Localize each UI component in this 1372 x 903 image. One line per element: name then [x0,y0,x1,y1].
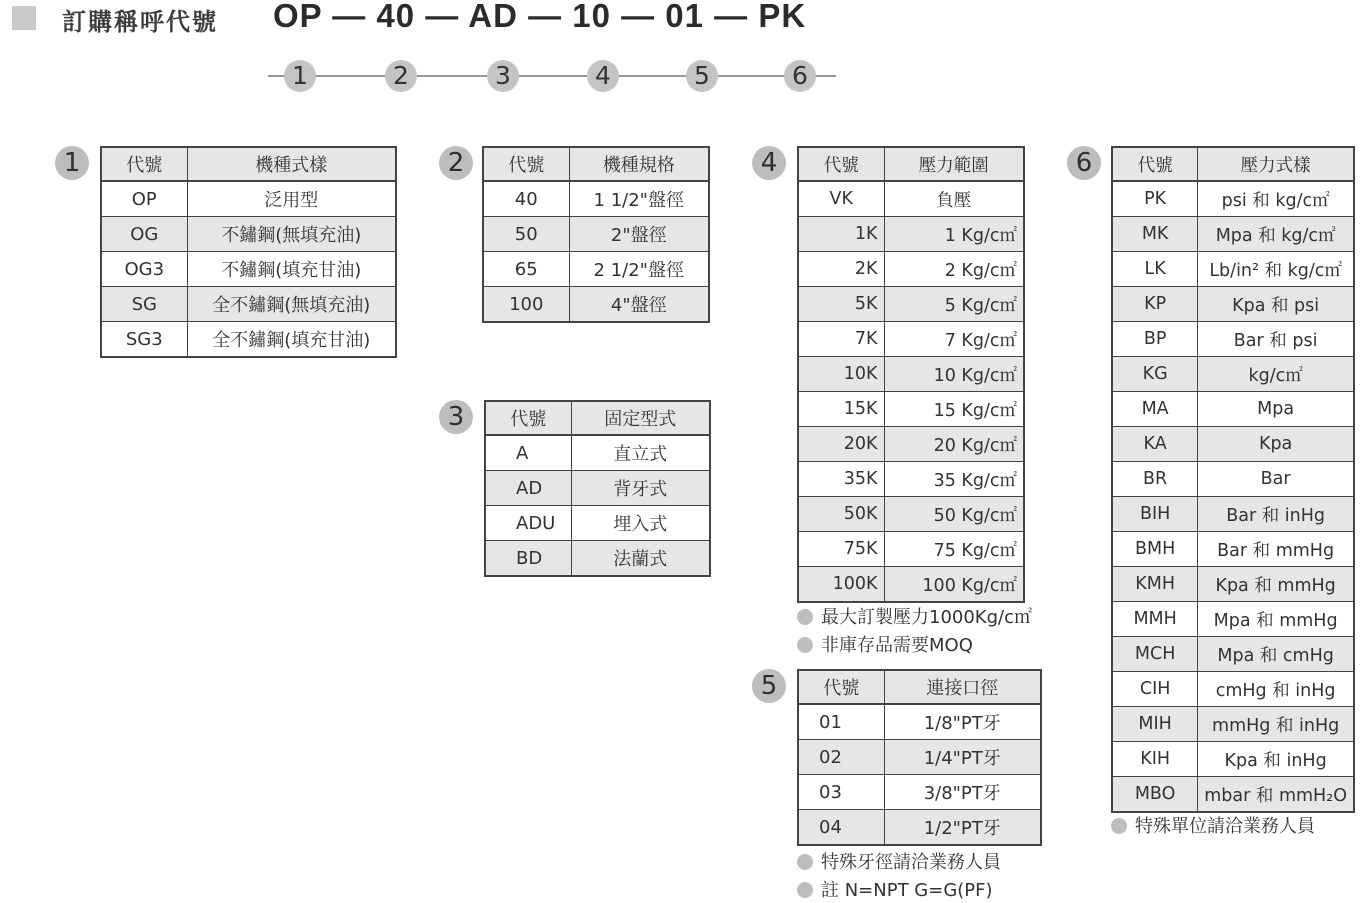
mounting-type-table [484,400,711,577]
column-header-code: 代號 [101,147,187,181]
row-desc: 法蘭式 [571,541,710,577]
row-code: 100 [483,287,569,323]
row-code: VK [798,181,884,217]
sequence-line [268,75,836,77]
section-badge-1: 1 [55,146,89,180]
table-row [1112,497,1354,532]
row-code: 50 [483,217,569,252]
row-desc: Kpa 和 inHg [1198,742,1354,777]
section-badge-2: 2 [439,146,473,180]
row-desc: Bar 和 inHg [1198,497,1354,532]
sequence-number-5: 5 [686,60,718,92]
sequence-number-1: 1 [284,60,316,92]
row-desc: 1/4"PT牙 [884,740,1041,775]
row-code: MBO [1112,777,1198,813]
row-code: 5K [798,287,884,322]
row-code: OG3 [101,252,187,287]
row-desc: 全不鏽鋼(填充甘油) [187,322,396,358]
row-code: 2K [798,252,884,287]
row-desc: mmHg 和 inHg [1198,707,1354,742]
table-row [1112,287,1354,322]
row-code: MA [1112,392,1198,427]
row-desc: Bar 和 mmHg [1198,532,1354,567]
table-row [101,322,396,358]
row-code: 7K [798,322,884,357]
table-row [101,287,396,322]
note-max-pressure [797,603,1032,629]
row-desc: mbar 和 mmH₂O [1198,777,1354,813]
row-desc: 3/8"PT牙 [884,775,1041,810]
table-row [798,810,1041,846]
table-row [485,506,710,541]
section-badge-3: 3 [439,400,473,434]
row-desc: 全不鏽鋼(無填充油) [187,287,396,322]
row-desc: 泛用型 [187,181,396,217]
table-row [1112,181,1354,217]
table-row [798,322,1024,357]
row-desc: Kpa 和 mmHg [1198,567,1354,602]
row-desc: Mpa 和 cmHg [1198,637,1354,672]
section-badge-6: 6 [1067,146,1101,180]
row-desc: 35 Kg/c㎡ [884,462,1024,497]
note-text: 非庫存品需要MOQ [821,635,973,656]
row-code: 40 [483,181,569,217]
sequence-number-6: 6 [784,60,816,92]
bullet-icon [797,854,813,870]
column-header-code: 代號 [798,147,884,181]
row-desc: 4"盤徑 [569,287,709,323]
table-row [1112,427,1354,462]
table-row [1112,637,1354,672]
table-row [101,217,396,252]
table-row [483,181,709,217]
row-code: 02 [798,740,884,775]
table-row [798,217,1024,252]
row-desc: 100 Kg/c㎡ [884,567,1024,603]
row-desc: 1 Kg/c㎡ [884,217,1024,252]
row-desc: 埋入式 [571,506,710,541]
sequence-number-3: 3 [487,60,519,92]
table-row [1112,217,1354,252]
table-row [798,181,1024,217]
table-row [798,704,1041,740]
row-desc: 1/2"PT牙 [884,810,1041,846]
row-code: BIH [1112,497,1198,532]
note-moq [797,631,973,657]
bullet-icon [1111,818,1127,834]
row-desc: 1/8"PT牙 [884,704,1041,740]
section-badge-5: 5 [752,669,786,703]
row-desc: 直立式 [571,435,710,471]
row-code: 15K [798,392,884,427]
table-row [1112,777,1354,813]
row-code: KA [1112,427,1198,462]
column-header-code: 代號 [798,670,884,704]
row-code: ADU [485,506,571,541]
row-desc: kg/c㎡ [1198,357,1354,392]
row-desc: Bar 和 psi [1198,322,1354,357]
table-row [1112,567,1354,602]
row-desc: 負壓 [884,181,1024,217]
row-desc: 2 1/2"盤徑 [569,252,709,287]
table-row [1112,322,1354,357]
table-row [485,435,710,471]
row-desc: cmHg 和 inHg [1198,672,1354,707]
row-code: 01 [798,704,884,740]
table-row [798,392,1024,427]
row-code: 20K [798,427,884,462]
row-code: SG3 [101,322,187,358]
model-type-table [100,146,397,358]
table-row [798,252,1024,287]
note-text: 註 N=NPT G=G(PF) [821,880,993,901]
model-size-table [482,146,710,323]
row-code: LK [1112,252,1198,287]
row-code: 35K [798,462,884,497]
sequence-number-4: 4 [587,60,619,92]
row-desc: 2 Kg/c㎡ [884,252,1024,287]
table-row [798,567,1024,603]
row-desc: Kpa 和 psi [1198,287,1354,322]
row-desc: 10 Kg/c㎡ [884,357,1024,392]
note-special-unit [1111,812,1315,838]
row-code: PK [1112,181,1198,217]
row-desc: 2"盤徑 [569,217,709,252]
row-desc: 15 Kg/c㎡ [884,392,1024,427]
row-desc: Lb/in² 和 kg/c㎡ [1198,252,1354,287]
column-header-mounting-type: 固定型式 [571,401,710,435]
row-desc: 7 Kg/c㎡ [884,322,1024,357]
row-code: OP [101,181,187,217]
row-code: 10K [798,357,884,392]
row-code: BP [1112,322,1198,357]
row-code: 100K [798,567,884,603]
note-text: 特殊單位請洽業務人員 [1135,816,1315,837]
row-code: KIH [1112,742,1198,777]
table-row [798,497,1024,532]
row-code: 50K [798,497,884,532]
table-row [1112,532,1354,567]
row-code: 03 [798,775,884,810]
table-row [485,471,710,506]
row-desc: Mpa 和 mmHg [1198,602,1354,637]
row-code: BD [485,541,571,577]
row-code: AD [485,471,571,506]
column-header-code: 代號 [483,147,569,181]
table-row [798,740,1041,775]
note-special-thread [797,848,1001,874]
row-desc: 5 Kg/c㎡ [884,287,1024,322]
table-row [798,775,1041,810]
row-code: BR [1112,462,1198,497]
page-title: 訂購稱呼代號 [62,8,218,36]
column-header-connection-size: 連接口徑 [884,670,1041,704]
row-code: KMH [1112,567,1198,602]
table-row [101,252,396,287]
row-desc: Mpa [1198,392,1354,427]
row-code: BMH [1112,532,1198,567]
row-code: 65 [483,252,569,287]
table-row [101,181,396,217]
bullet-icon [797,637,813,653]
row-code: MCH [1112,637,1198,672]
table-row [1112,357,1354,392]
row-code: 1K [798,217,884,252]
pressure-range-table [797,146,1025,603]
table-row [1112,462,1354,497]
row-desc: 不鏽鋼(填充甘油) [187,252,396,287]
row-code: KG [1112,357,1198,392]
row-desc: Bar [1198,462,1354,497]
row-desc: 背牙式 [571,471,710,506]
table-row [1112,392,1354,427]
table-row [485,541,710,577]
table-row [1112,742,1354,777]
row-desc: 不鏽鋼(無填充油) [187,217,396,252]
table-row [483,252,709,287]
table-row [798,287,1024,322]
table-row [483,217,709,252]
table-row [1112,672,1354,707]
row-code: MMH [1112,602,1198,637]
table-row [1112,707,1354,742]
table-row [1112,602,1354,637]
table-row [798,357,1024,392]
row-code: KP [1112,287,1198,322]
bullet-icon [797,882,813,898]
order-code-example: OP — 40 — AD — 10 — 01 — PK [273,0,807,34]
column-header-pressure-range: 壓力範圍 [884,147,1024,181]
row-desc: 20 Kg/c㎡ [884,427,1024,462]
note-thread-legend [797,876,993,902]
row-desc: 1 1/2"盤徑 [569,181,709,217]
row-code: MIH [1112,707,1198,742]
column-header-model-size: 機種規格 [569,147,709,181]
row-desc: Mpa 和 kg/c㎡ [1198,217,1354,252]
row-code: SG [101,287,187,322]
row-desc: 50 Kg/c㎡ [884,497,1024,532]
table-row [798,532,1024,567]
connection-size-table [797,669,1042,846]
column-header-code: 代號 [485,401,571,435]
table-row [1112,252,1354,287]
row-desc: psi 和 kg/c㎡ [1198,181,1354,217]
bullet-icon [797,609,813,625]
row-code: MK [1112,217,1198,252]
section-badge-4: 4 [752,146,786,180]
header-marker [12,6,36,30]
table-row [798,462,1024,497]
sequence-number-2: 2 [385,60,417,92]
table-row [798,427,1024,462]
row-code: A [485,435,571,471]
row-code: 04 [798,810,884,846]
column-header-model-type: 機種式樣 [187,147,396,181]
pressure-unit-table [1111,146,1355,813]
row-code: CIH [1112,672,1198,707]
note-text: 特殊牙徑請洽業務人員 [821,852,1001,873]
column-header-pressure-unit: 壓力式樣 [1198,147,1354,181]
row-desc: Kpa [1198,427,1354,462]
table-row [483,287,709,323]
column-header-code: 代號 [1112,147,1198,181]
note-text: 最大訂製壓力1000Kg/c㎡ [821,607,1032,628]
row-desc: 75 Kg/c㎡ [884,532,1024,567]
row-code: OG [101,217,187,252]
row-code: 75K [798,532,884,567]
